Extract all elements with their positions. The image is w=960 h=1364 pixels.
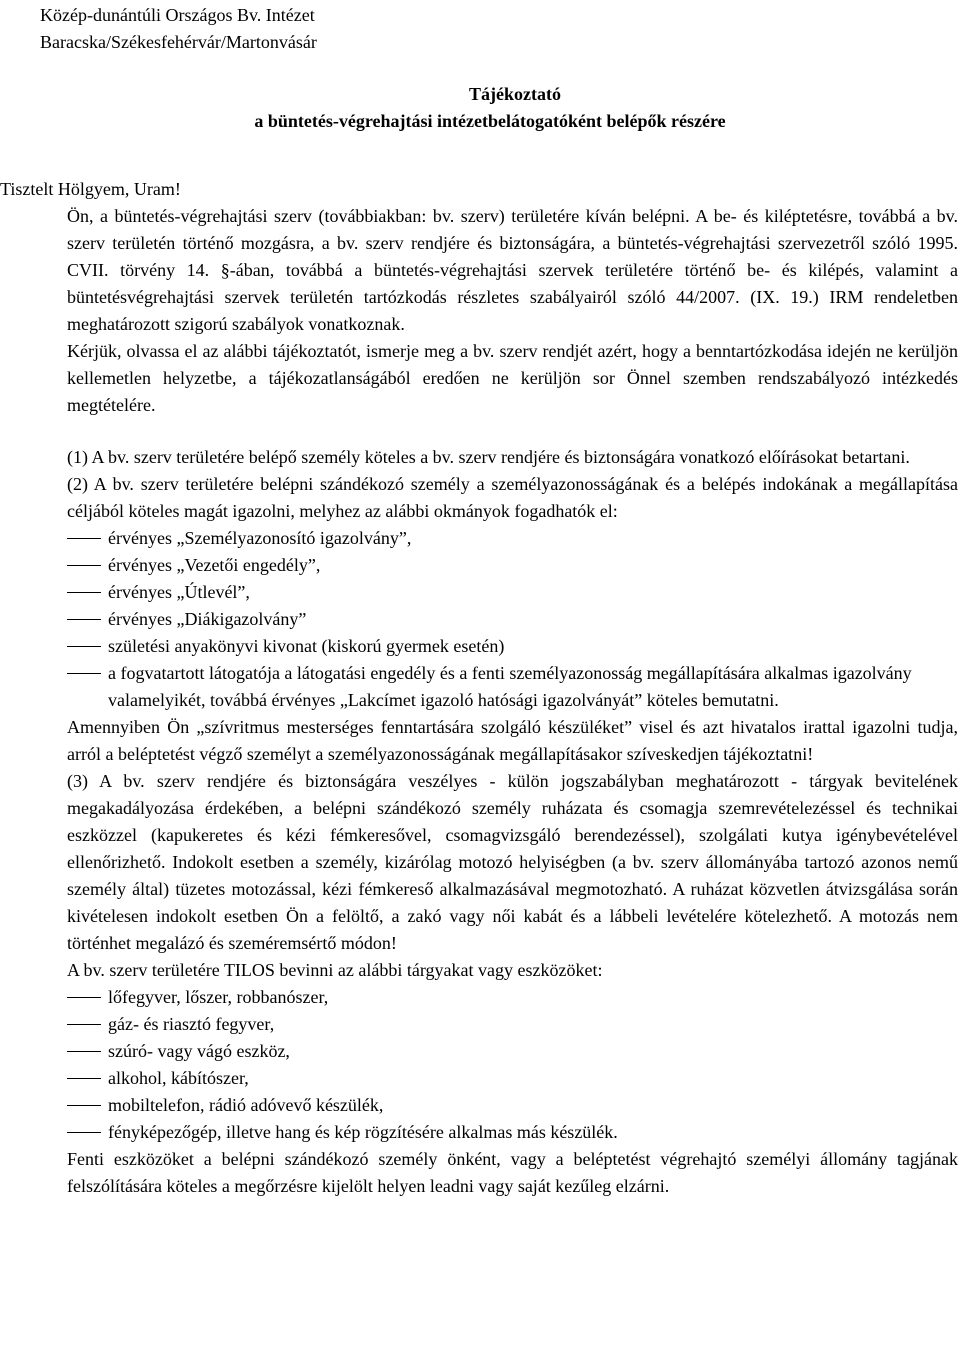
list-item: szúró- vagy vágó eszköz,: [0, 1038, 958, 1065]
list-item: lőfegyver, lőszer, robbanószer,: [0, 984, 958, 1011]
list-item: születési anyakönyvi kivonat (kiskorú gyermek esetén): [0, 633, 958, 660]
list-item: érvényes „Diákigazolvány”: [0, 606, 958, 633]
dash-bullet-icon: [67, 1105, 101, 1106]
dash-bullet-icon: [67, 1132, 101, 1133]
rule-3-paragraph: (3) A bv. szerv rendjére és biztonságára veszélyes - külön jogszabályban meghatározott - tárgyak bevitelének megakadályozása érdekében, a belépni szándékozó személy ruházata és csomagja szemrevételezéssel és technikai eszközzel (kapukeretes és kézi fémkeresővel, csomagvizsgáló berendezéssel), szolgálati kutya igénybevételével ellenőrizhető. Indokolt esetben a személy, kizárólag motozó helyiségben (a bv. szerv állományába tartozó azonos nemű személy által) tüzetes motozással, kézi fémkereső alkalmazásával megmotozható. A ruházat közvetlen átvizsgálása során kivételesen indokolt esetben Ön a felöltő, a zakó vagy női kabát és a lábbeli levételére kötelezhető. A motozás nem történhet megalázó és szeméremsértő módon!: [67, 771, 958, 953]
list-item: fényképezőgép, illetve hang és kép rögzítésére alkalmas más készülék.: [0, 1119, 958, 1146]
institution-locations: Baracska/Székesfehérvár/Martonvásár: [40, 32, 317, 52]
dash-bullet-icon: [67, 673, 101, 674]
list-item: érvényes „Útlevél”,: [0, 579, 958, 606]
spacer: [0, 419, 958, 444]
list-item: alkohol, kábítószer,: [0, 1065, 958, 1092]
institution-name: Közép-dunántúli Országos Bv. Intézet: [40, 5, 315, 25]
list-item: érvényes „Személyazonosító igazolvány”,: [0, 525, 958, 552]
intro-paragraph: Ön, a büntetés-végrehajtási szerv (továbbiakban: bv. szerv) területére kíván belépni. A be- és kiléptetésre, továbbá a bv. szerv területén történő mozgásra, a bv. szerv rendjére és biztonságára, a büntetés-végrehajtási szervezetről szóló 1995. CVII. törvény 14. §-ában, továbbá a büntetés-végrehajtási szervek területére történő be- és kilépés, valamint a büntetésvégrehajtási szervek területén tartózkodás részletes szabályairól szóló 44/2007. (IX. 19.) IRM rendeletben meghatározott szigorú szabályok vonatkoznak.: [67, 206, 958, 334]
dash-bullet-icon: [67, 565, 101, 566]
dash-bullet-icon: [67, 1051, 101, 1052]
pacemaker-paragraph: Amennyiben Ön „szívritmus mesterséges fenntartására szolgáló készüléket” visel és azt hivatalos irattal igazolni tudja, arról a beléptetést végző személyt a személyazonosságának megállapításakor szíveskedjen tájékoztatni!: [67, 717, 958, 764]
dash-bullet-icon: [67, 646, 101, 647]
document-title: [0, 81, 960, 135]
dash-bullet-icon: [67, 619, 101, 620]
dash-bullet-icon: [67, 1078, 101, 1079]
closing-paragraph: Fenti eszközöket a belépni szándékozó személy önként, vagy a beléptetést végrehajtó személyi állomány tagjának felszólítására köteles a megőrzésre kijelölt helyen leadni vagy saját kezűleg elzárni.: [67, 1149, 958, 1196]
list-item: mobiltelefon, rádió adóvevő készülék,: [0, 1092, 958, 1119]
dash-bullet-icon: [67, 997, 101, 998]
title-subtitle: a büntetés-végrehajtási intézetbelátogatóként belépők részére: [254, 111, 726, 131]
forbidden-intro: A bv. szerv területére TILOS bevinni az alábbi tárgyakat vagy eszközöket:: [67, 960, 603, 980]
list-item: gáz- és riasztó fegyver,: [0, 1011, 958, 1038]
forbidden-items-list: [0, 984, 958, 1146]
rule-2-paragraph: (2) A bv. szerv területére belépni szándékozó személy a személyazonosságának és a belépés indokának a megállapítása céljából köteles magát igazolni, melyhez az alábbi okmányok fogadhatók el:: [67, 474, 958, 521]
rule-1-paragraph: (1) A bv. szerv területére belépő személy köteles a bv. szerv rendjére és biztonságára vonatkozó előírásokat betartani.: [67, 447, 910, 467]
institution-header: [40, 2, 317, 56]
document-body: [0, 176, 958, 1200]
accepted-documents-list: [0, 525, 958, 714]
dash-bullet-icon: [67, 1024, 101, 1025]
salutation: Tisztelt Hölgyem, Uram!: [0, 179, 181, 199]
dash-bullet-icon: [67, 592, 101, 593]
dash-bullet-icon: [67, 538, 101, 539]
title-main: Tájékoztató: [469, 84, 561, 104]
request-paragraph: Kérjük, olvassa el az alábbi tájékoztatót, ismerje meg a bv. szerv rendjét azért, hogy a benntartózkodása idején ne kerüljön kellemetlen helyzetbe, a tájékozatlanságából eredően ne kerüljön sor Önnel szemben rendszabályozó intézkedés megtételére.: [67, 341, 958, 415]
list-item: a fogvatartott látogatója a látogatási engedély és a fenti személyazonosság megállapítására alkalmas igazolvány valamelyikét, továbbá érvényes „Lakcímet igazoló hatósági igazolványát” köteles bemutatni.: [0, 660, 958, 714]
list-item: érvényes „Vezetői engedély”,: [0, 552, 958, 579]
